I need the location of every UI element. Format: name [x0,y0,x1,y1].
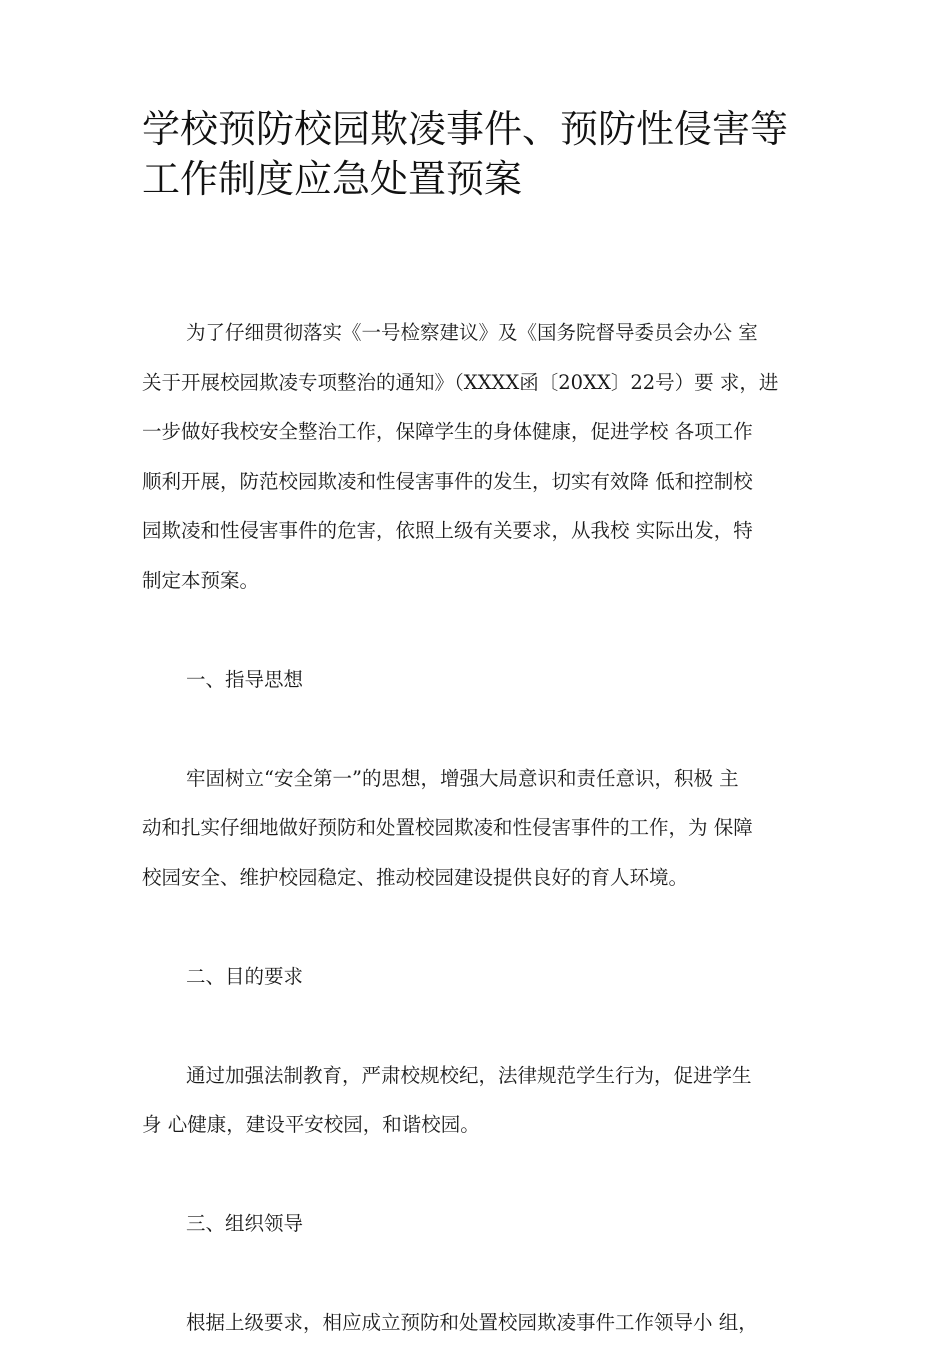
title-line-1: 学校预防校园欺凌事件、预防性侵害等 [142,107,789,151]
spacer [142,704,818,754]
title-line-2: 工作制度应急处置预案 [142,157,523,201]
intro-line-4: 顺利开展，防范校园欺凌和性侵害事件的发生，切实有效降 低和控制校 [142,469,753,493]
section2-line-2: 身 心健康，建设平安校园，和谐校园。 [142,1113,480,1136]
section-paragraph-2 [142,1051,818,1150]
section3-line-1: 根据上级要求，相应成立预防和处置校园欺凌事件工作领导小 组， [186,1311,758,1334]
section-heading-1: 一、指导思想 [186,667,304,691]
section-heading-2: 二、目的要求 [186,964,304,988]
section-paragraph-3 [142,1298,818,1348]
spacer [142,1249,818,1299]
intro-line-2: 关于开展校园欺凌专项整治的通知》（XXXX函〔20XX〕22号）要 求，进 [142,370,779,394]
intro-line-6: 制定本预案。 [142,568,260,592]
intro-line-1: 为了仔细贯彻落实《一号检察建议》及《国务院督导委员会办公 室 [186,321,758,344]
section2-line-1: 通过加强法制教育，严肃校规校纪，法律规范学生行为，促进学生 [186,1063,752,1087]
section-heading-3: 三、组织领导 [186,1212,304,1235]
spacer [142,902,818,952]
intro-line-3: 一步做好我校安全整治工作，保障学生的身体健康，促进学校 各项工作 [142,420,753,443]
spacer [142,1001,818,1051]
spacer [142,605,818,655]
section-paragraph-1 [142,754,818,903]
intro-line-5: 园欺凌和性侵害事件的危害，依照上级有关要求，从我校 实际出发，特 [142,519,753,542]
section1-line-2: 动和扎实仔细地做好预防和处置校园欺凌和性侵害事件的工作，为 保障 [142,816,753,839]
document-body [142,308,818,1348]
intro-paragraph [142,308,818,605]
section1-line-3: 校园安全、维护校园稳定、推动校园建设提供良好的育人环境。 [142,865,689,889]
spacer [142,1150,818,1200]
document-title [142,104,822,204]
section1-line-1: 牢固树立“安全第一”的思想，增强大局意识和责任意识，积极 主 [186,766,739,790]
